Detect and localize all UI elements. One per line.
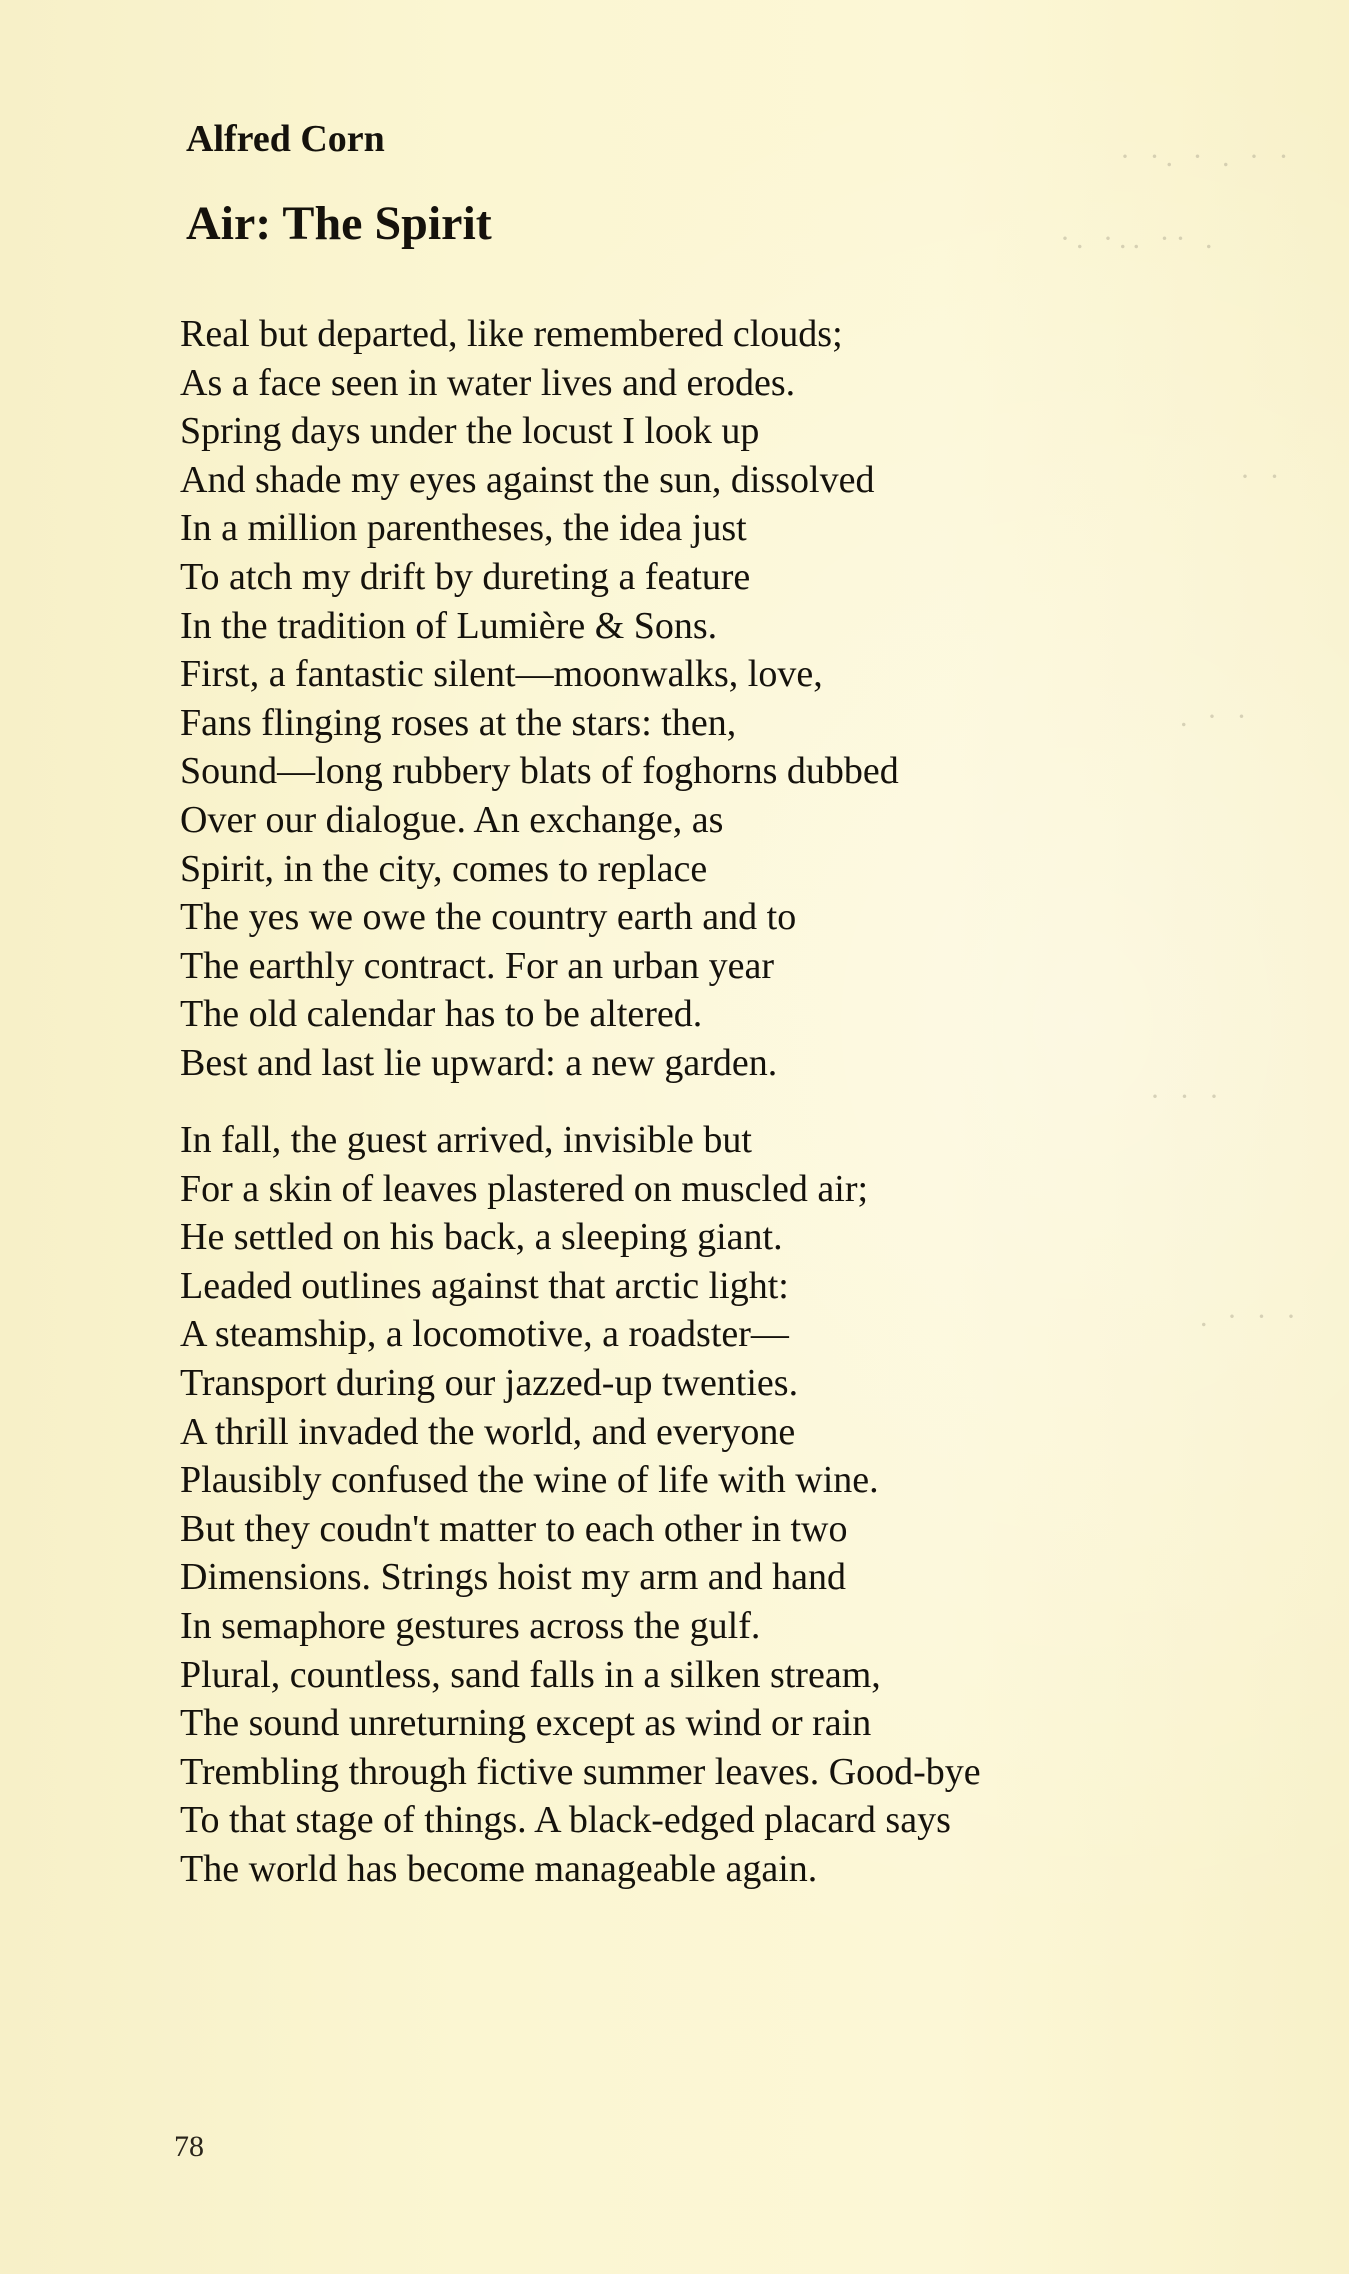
poem-line: The old calendar has to be altered. <box>180 993 703 1036</box>
poem-line: Spirit, in the city, comes to replace <box>180 847 708 890</box>
stanza-2 <box>180 1116 981 1894</box>
show-through-marks: . · · · <box>1200 1300 1302 1333</box>
poem-line: Dimensions. Strings hoist my arm and hand <box>180 1556 847 1599</box>
poem-line: But they coudn't matter to each other in two <box>180 1507 848 1550</box>
poem-line: Plural, countless, sand falls in a silken stream, <box>180 1653 881 1696</box>
poem-line: The sound unreturning except as wind or rain <box>180 1702 872 1745</box>
poem-line: He settled on his back, a sleeping giant. <box>180 1216 783 1259</box>
poem-line: In semaphore gestures across the gulf. <box>180 1604 761 1647</box>
poem-title: Air: The Spirit <box>186 197 492 250</box>
poem-line: A steamship, a locomotive, a roadster— <box>180 1313 789 1356</box>
poem-line: For a skin of leaves plastered on muscled air; <box>180 1167 869 1210</box>
poem-line: Spring days under the locust I look up <box>180 410 760 453</box>
poem-line: To that stage of things. A black-edged placard says <box>180 1799 951 1842</box>
show-through-marks: · · <box>1240 460 1286 493</box>
poem-line: Real but departed, like remembered clouds; <box>180 313 843 355</box>
poem-line: Over our dialogue. An exchange, as <box>180 798 724 841</box>
show-through-marks: ·. ·.. ·· . <box>1060 222 1219 255</box>
poem-line: Trembling through fictive summer leaves. Good-bye <box>180 1750 981 1793</box>
poem-line: A thrill invaded the world, and everyone <box>180 1410 796 1453</box>
poem-line: First, a fantastic silent—moonwalks, love, <box>180 653 823 696</box>
poem-line: In a million parentheses, the idea just <box>180 507 747 550</box>
poem-line: Leaded outlines against that arctic light: <box>180 1264 789 1307</box>
poem-line: To atch my drift by dureting a feature <box>180 555 751 598</box>
poem-line: The world has become manageable again. <box>180 1847 818 1890</box>
poem-line: Transport during our jazzed-up twenties. <box>180 1361 799 1404</box>
poem-line: Plausibly confused the wine of life with wine. <box>180 1459 879 1502</box>
poem-line: Fans flinging roses at the stars: then, <box>180 701 737 744</box>
poem-line: In the tradition of Lumière & Sons. <box>180 604 718 647</box>
poem-line: The yes we owe the country earth and to <box>180 896 797 939</box>
poem-line: Best and last lie upward: a new garden. <box>180 1041 778 1084</box>
poem-line: As a face seen in water lives and erodes. <box>180 361 796 404</box>
poem-line: In fall, the guest arrived, invisible but <box>180 1119 752 1161</box>
stanza-1 <box>180 310 899 1088</box>
show-through-marks: . · · <box>1180 700 1253 733</box>
author-name: Alfred Corn <box>186 118 385 160</box>
poem-line: Sound—long rubbery blats of foghorns dubbed <box>180 750 899 793</box>
poem-line: And shade my eyes against the sun, dissolved <box>180 458 875 501</box>
show-through-marks: · ·. · . · · <box>1120 140 1295 173</box>
show-through-marks: · · · <box>1150 1080 1225 1113</box>
page-number: 78 <box>174 2130 204 2163</box>
poem-line: The earthly contract. For an urban year <box>180 944 775 987</box>
